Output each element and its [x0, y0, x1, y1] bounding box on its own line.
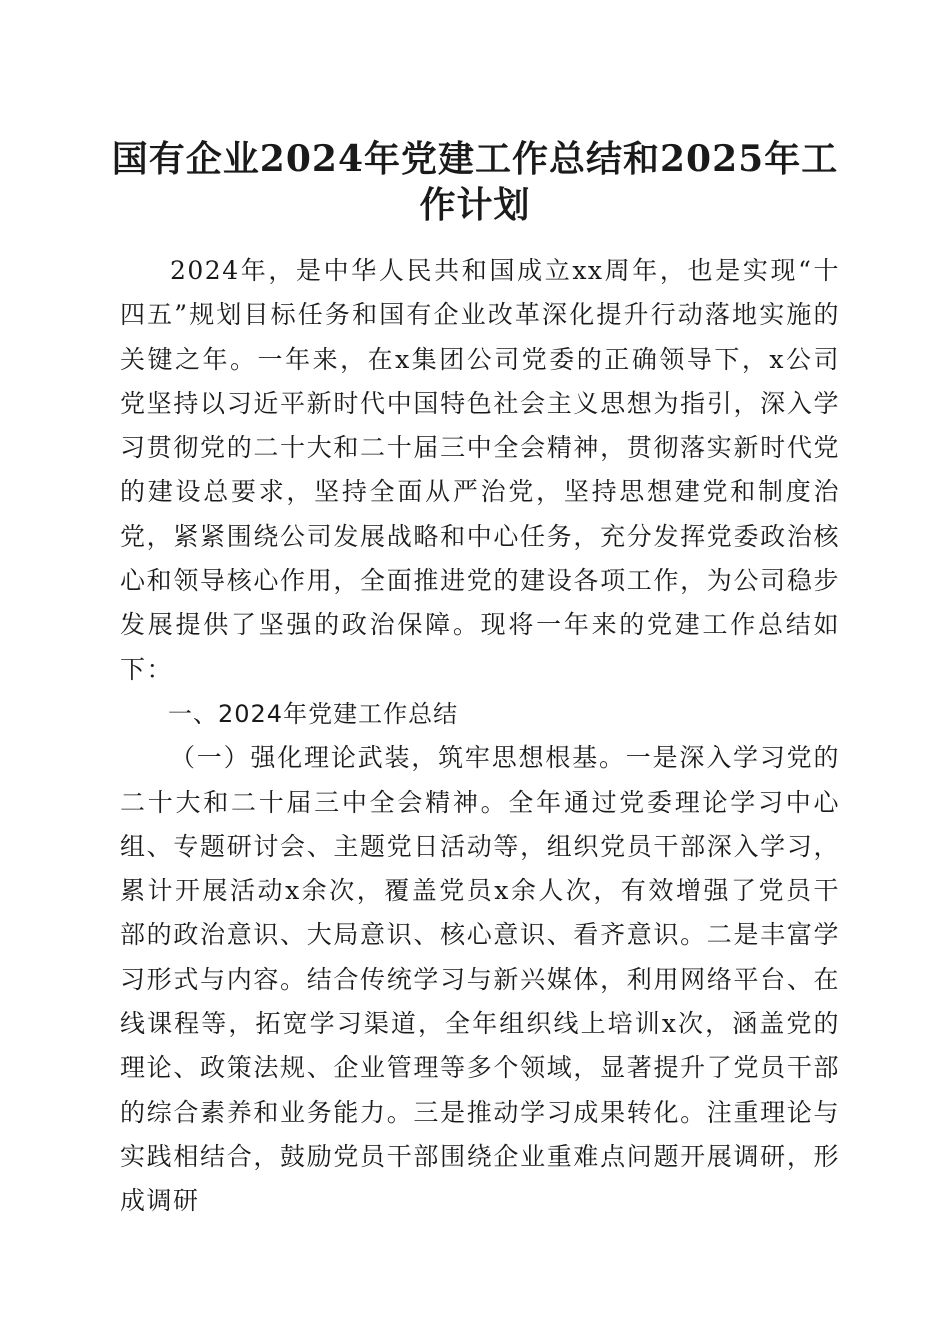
- document-body: [120, 249, 840, 1224]
- intro-paragraph: 2024年，是中华人民共和国成立xx周年，也是实现“十四五”规划目标任务和国有企业改革深化提升行动落地实施的关键之年。一年来，在x集团公司党委的正确领导下，x公司党坚持以习近平新时代中国特色社会主义思想为指引，深入学习贯彻党的二十大和二十届三中全会精神，贯彻落实新时代党的建设总要求，坚持全面从严治党，坚持思想建党和制度治党，紧紧围绕公司发展战略和中心任务，充分发挥党委政治核心和领导核心作用，全面推进党的建设各项工作，为公司稳步发展提供了坚强的政治保障。现将一年来的党建工作总结如下：: [120, 256, 840, 684]
- subsection-paragraph: [120, 736, 840, 1223]
- document-title: 国有企业2024年党建工作总结和2025年工作计划: [111, 138, 839, 226]
- subsection-body: 一是深入学习党的二十大和二十届三中全会精神。全年通过党委理论学习中心组、专题研讨会、主题党日活动等，组织党员干部深入学习，累计开展活动x余次，覆盖党员x余人次，有效增强了党员干部的政治意识、大局意识、核心意识、看齐意识。二是丰富学习形式与内容。结合传统学习与新兴媒体，利用网络平台、在线课程等，拓宽学习渠道，全年组织线上培训x次，涵盖党的理论、政策法规、企业管理等多个领域，显著提升了党员干部的综合素养和业务能力。三是推动学习成果转化。注重理论与实践相结合，鼓励党员干部围绕企业重难点问题开展调研，形成调研: [120, 743, 840, 1216]
- subsection-lead: （一）强化理论武装，筑牢思想根基。: [170, 743, 626, 773]
- section-heading: 一、2024年党建工作总结: [168, 699, 459, 728]
